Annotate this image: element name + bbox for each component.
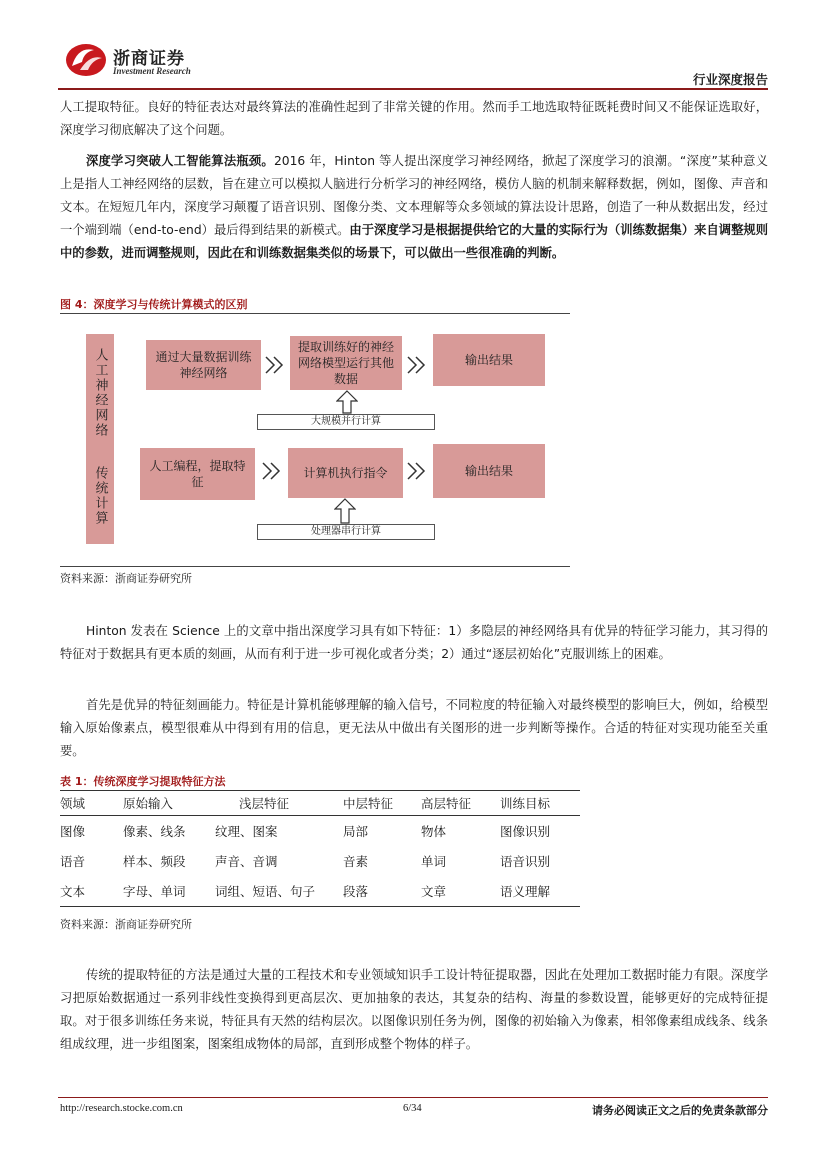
- table-header: 原始输入: [123, 791, 215, 816]
- table-cell: 语音识别: [500, 854, 551, 869]
- table-cell: 图像识别: [500, 824, 551, 839]
- table-header: 训练目标: [500, 791, 580, 816]
- brand-name-cn: 浙商证券: [113, 49, 185, 69]
- diagram-box-output-2: 输出结果: [433, 444, 545, 498]
- brand-name-en: Investment Research: [113, 66, 191, 76]
- table-header: 中层特征: [343, 791, 421, 816]
- table-row: [60, 816, 580, 847]
- feature-table: [60, 790, 580, 907]
- diagram-arrow-icon: [261, 461, 283, 481]
- table-cell: 像素、线条: [123, 824, 186, 839]
- page-number: 6/34: [403, 1103, 422, 1114]
- table-cell: 文章: [421, 876, 500, 907]
- diagram-note-parallel: 大规模并行计算: [257, 414, 435, 430]
- table-cell: 语音: [60, 854, 86, 869]
- diagram-box-run-model: 提取训练好的神经网络模型运行其他数据: [290, 336, 402, 390]
- table-source: 资料来源：浙商证券研究所: [60, 918, 192, 931]
- table-cell: 样本、频段: [123, 854, 186, 869]
- table-cell: 字母、单词: [123, 876, 215, 907]
- table-cell: 段落: [343, 876, 421, 907]
- diagram-box-train-network: 通过大量数据训练神经网络: [146, 340, 261, 390]
- diagram-up-arrow-icon: [336, 390, 358, 414]
- diagram-side-label-traditional: 传统计算: [86, 448, 114, 544]
- footer-url[interactable]: http://research.stocke.com.cn: [60, 1103, 183, 1114]
- table-row: [60, 876, 580, 907]
- table-cell: 物体: [421, 824, 447, 839]
- paragraph-3: Hinton 发表在 Science 上的文章中指出深度学习具有如下特征：1）多隐层的神经网络具有优异的特征学习能力，其习得的特征对于数据具有更本质的刻画，从而有利于进一步可视化或者分类；2）通过“逐层初始化”克服训练上的困难。: [60, 624, 768, 661]
- table-cell: 文本: [60, 876, 123, 907]
- table-cell: 语义理解: [500, 876, 580, 907]
- header-divider: [58, 88, 768, 90]
- table-cell: 词组、短语、句子: [215, 876, 343, 907]
- table-cell: 图像: [60, 824, 86, 839]
- table-cell: 音素: [343, 854, 369, 869]
- comparison-diagram: [60, 318, 570, 566]
- table-caption: 表 1：传统深度学习提取特征方法: [60, 775, 226, 788]
- table-header: 高层特征: [421, 791, 500, 816]
- figure-bottom-rule: [60, 566, 570, 567]
- paragraph-2-conclusion: 由于深度学习是根据提供给它的大量的实际行为（训练数据集）来自调整规则中的参数，进而调整规则，因此在和训练数据集类似的场景下，可以做出一些很准确的判断。: [60, 223, 768, 260]
- brand-logo-icon: [64, 40, 108, 78]
- table-cell: 纹理、图案: [215, 824, 278, 839]
- table-cell: 声音、音调: [215, 854, 278, 869]
- diagram-arrow-icon: [264, 355, 286, 375]
- diagram-arrow-icon: [406, 461, 428, 481]
- paragraph-2-body: 2016 年，Hinton 等人提出深度学习神经网络，掀起了深度学习的浪潮。“深度”某种意义上是指人工神经网络的层数，旨在建立可以模拟人脑进行分析学习的神经网络，模仿人脑的机制来解释数据，例如，图像、声音和文本。在短短几年内，深度学习颠覆了语音识别、图像分类、文本理解等众多领域的算法设计思路，创造了一种从数据出发，经过一个端到端（end-to-end）最后得到结果的新模式。: [60, 154, 768, 237]
- document-type: 行业深度报告: [692, 72, 768, 87]
- table-cell: 局部: [343, 824, 369, 839]
- diagram-box-output-1: 输出结果: [433, 334, 545, 386]
- paragraph-1: 人工提取特征。良好的特征表达对最终算法的准确性起到了非常关键的作用。然而手工地选取特征既耗费时间又不能保证选取好，深度学习彻底解决了这个问题。: [60, 100, 768, 137]
- figure-caption: 图 4：深度学习与传统计算模式的区别: [60, 298, 248, 311]
- diagram-box-manual-program: 人工编程，提取特征: [140, 448, 255, 500]
- paragraph-2: [60, 150, 768, 265]
- paragraph-5: 传统的提取特征的方法是通过大量的工程技术和专业领域知识手工设计特征提取器，因此在处理加工数据时能力有限。深度学习把原始数据通过一系列非线性变换得到更高层次、更加抽象的表达，其复杂的结构、海量的参数设置，能够更好的完成特征提取。对于很多训练任务来说，特征具有天然的结构层次。以图像识别任务为例，图像的初始输入为像素，相邻像素组成线条、线条组成纹理，进一步组图案，图案组成物体的局部，直到形成整个物体的样子。: [60, 968, 768, 1051]
- paragraph-4: 首先是优异的特征刻画能力。特征是计算机能够理解的输入信号，不同粒度的特征输入对最终模型的影响巨大，例如，给模型输入原始像素点，模型很难从中得到有用的信息，更无法从中做出有关图形的进一步判断等操作。合适的特征对实现功能至关重要。: [60, 698, 768, 758]
- table-header: 浅层特征: [215, 791, 343, 816]
- diagram-arrow-icon: [406, 355, 428, 375]
- footer-disclaimer: 请务必阅读正文之后的免责条款部分: [592, 1104, 768, 1117]
- figure-source: 资料来源：浙商证券研究所: [60, 572, 192, 585]
- figure-top-rule: [60, 313, 570, 314]
- diagram-note-serial: 处理器串行计算: [257, 524, 435, 540]
- table-row: [60, 846, 580, 876]
- diagram-box-execute: 计算机执行指令: [288, 448, 403, 498]
- paragraph-2-lead: 深度学习突破人工智能算法瓶颈。: [86, 154, 274, 168]
- table-header-row: [60, 791, 580, 816]
- diagram-up-arrow-icon: [334, 498, 356, 524]
- table-cell: 单词: [421, 854, 447, 869]
- diagram-side-label-neural: 人工神经网络: [86, 334, 114, 452]
- table-header: 领域: [60, 791, 123, 816]
- footer-divider: [58, 1097, 768, 1098]
